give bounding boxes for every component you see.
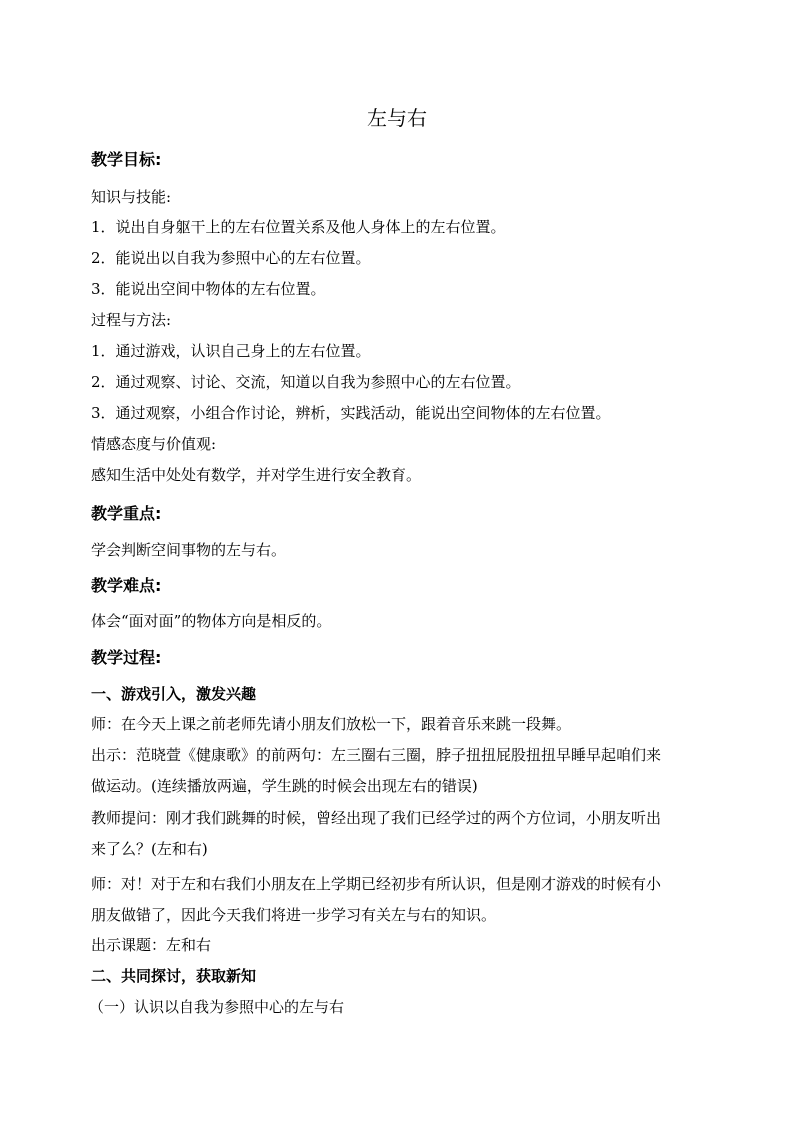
process-item: 1．通过游戏，认识自己身上的左右位置。 bbox=[91, 342, 371, 360]
emotion-label: 情感态度与价值观: bbox=[91, 435, 217, 453]
part1-line: 朋友做错了，因此今天我们将进一步学习有关左与右的知识。 bbox=[91, 906, 497, 924]
part2-subheading: （一）认识以自我为参照中心的左与右 bbox=[89, 998, 345, 1016]
emotion-text: 感知生活中处处有数学，并对学生进行安全教育。 bbox=[91, 466, 422, 484]
knowledge-item: 3．能说出空间中物体的左右位置。 bbox=[91, 280, 326, 298]
part1-line: 师：对！对于左和右我们小朋友在上学期已经初步有所认识，但是刚才游戏的时候有小 bbox=[91, 875, 662, 893]
key-points-text: 学会判断空间事物的左与右。 bbox=[91, 541, 287, 559]
part1-line: 出示：范晓萱《健康歌》的前两句：左三圈右三圈，脖子扭扭屁股扭扭早睡早起咱们来 bbox=[91, 746, 662, 764]
process-label: 过程与方法: bbox=[91, 311, 172, 329]
part2-heading: 二、共同探讨，获取新知 bbox=[91, 967, 257, 985]
part1-line: 来了么？(左和右) bbox=[91, 840, 208, 858]
process-item: 2．通过观察、讨论、交流，知道以自我为参照中心的左右位置。 bbox=[91, 373, 521, 391]
part1-line: 师：在今天上课之前老师先请小朋友们放松一下，跟着音乐来跳一段舞。 bbox=[91, 715, 572, 733]
part1-line: 教师提问：刚才我们跳舞的时候，曾经出现了我们已经学过的两个方位词，小朋友听出 bbox=[91, 809, 662, 827]
difficult-points-heading: 教学难点: bbox=[91, 576, 162, 595]
part1-heading: 一、游戏引入，激发兴趣 bbox=[91, 685, 257, 703]
objectives-heading: 教学目标: bbox=[91, 150, 162, 169]
knowledge-label: 知识与技能: bbox=[91, 188, 172, 206]
process-item: 3．通过观察，小组合作讨论，辨析，实践活动，能说出空间物体的左右位置。 bbox=[91, 404, 611, 422]
key-points-heading: 教学重点: bbox=[91, 504, 162, 523]
teaching-process-heading: 教学过程: bbox=[91, 648, 162, 667]
part1-line: 出示课题：左和右 bbox=[91, 936, 212, 954]
difficult-points-text: 体会“面对面”的物体方向是相反的。 bbox=[91, 612, 332, 630]
document-title: 左与右 bbox=[367, 106, 427, 130]
knowledge-item: 2．能说出以自我为参照中心的左右位置。 bbox=[91, 249, 371, 267]
knowledge-item: 1．说出自身躯干上的左右位置关系及他人身体上的左右位置。 bbox=[91, 218, 506, 236]
part1-line: 做运动。(连续播放两遍，学生跳的时候会出现左右的错误) bbox=[91, 777, 478, 795]
